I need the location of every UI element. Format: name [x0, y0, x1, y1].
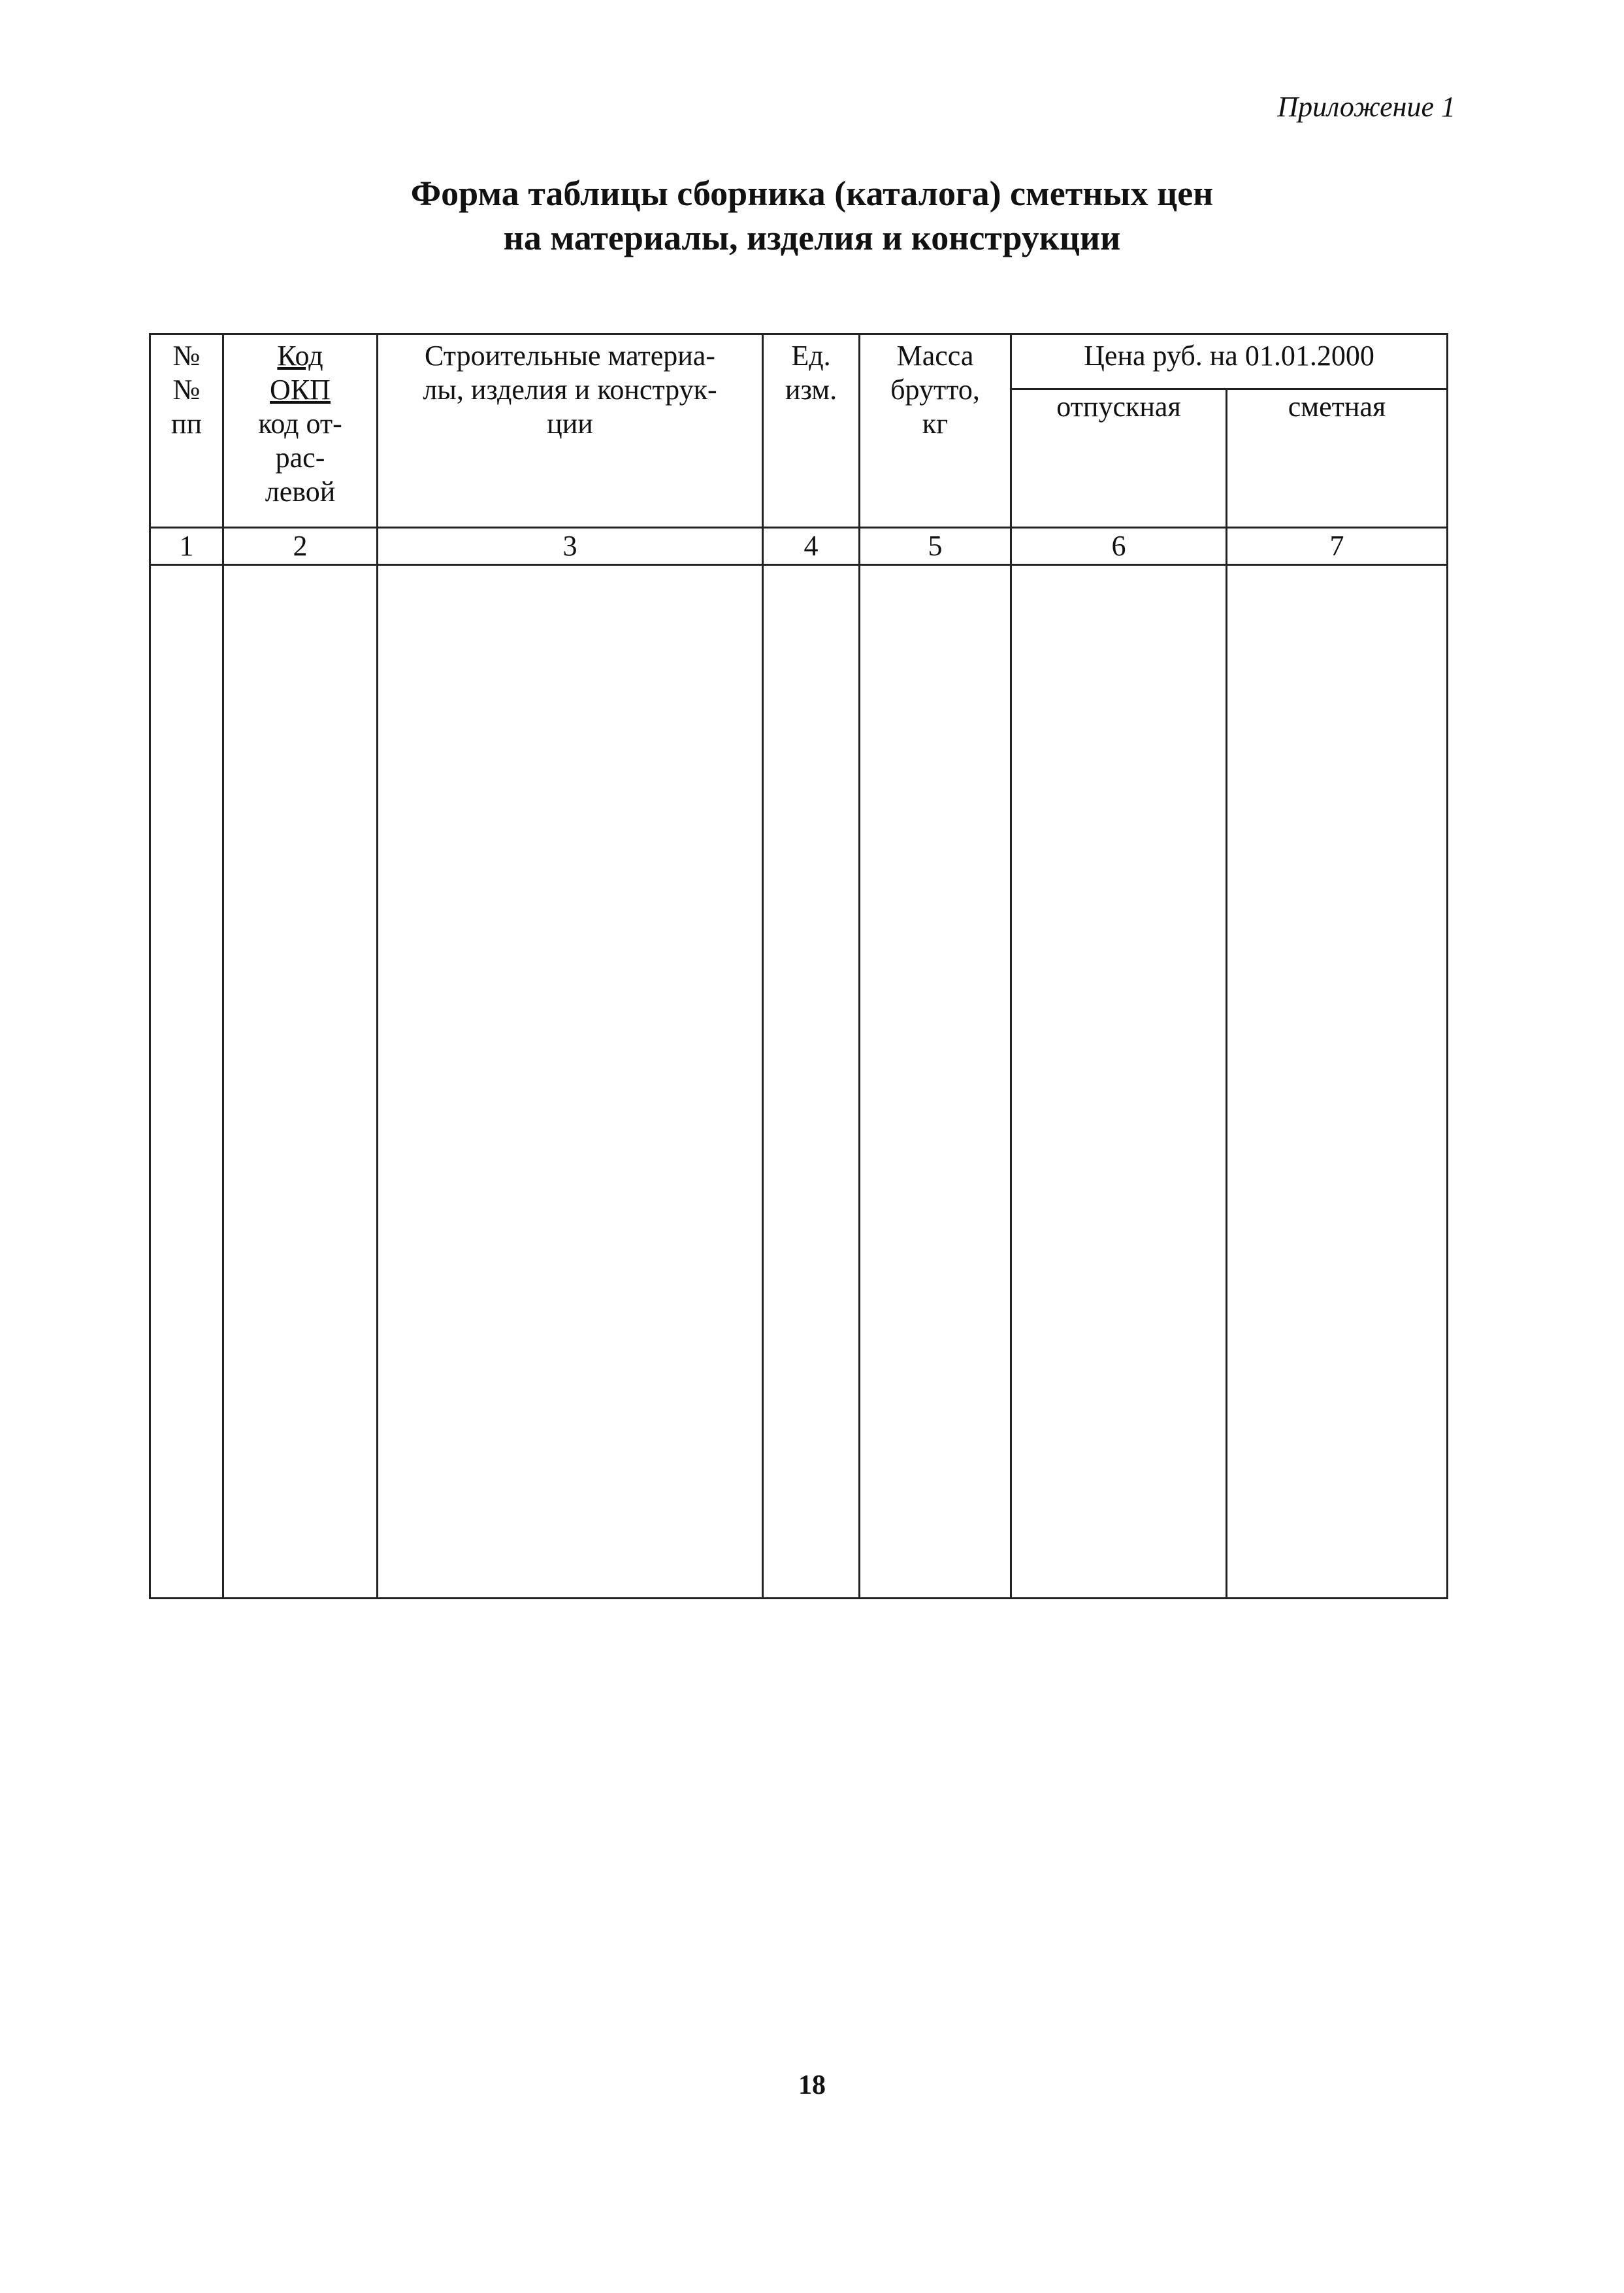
document-title: [0, 171, 1624, 260]
table-cell: [860, 565, 1011, 1599]
column-number: 6: [1011, 528, 1227, 565]
header-gross-mass: Масса брутто, кг: [860, 334, 1011, 528]
header-price-group: Цена руб. на 01.01.2000: [1011, 334, 1448, 389]
table-cell: [150, 565, 223, 1599]
column-number: 5: [860, 528, 1011, 565]
column-number: 3: [378, 528, 763, 565]
table-cell: [223, 565, 378, 1599]
header-okp-code: Код ОКП код от- рас- левой: [223, 334, 378, 528]
table-cell: [1227, 565, 1448, 1599]
table-cell: [1011, 565, 1227, 1599]
column-number: 7: [1227, 528, 1448, 565]
header-materials: Строительные материа- лы, изделия и конструк- ции: [378, 334, 763, 528]
column-number: 2: [223, 528, 378, 565]
table-cell: [763, 565, 860, 1599]
page-number: 18: [798, 2070, 826, 2100]
column-number: 1: [150, 528, 223, 565]
header-estimate-price: сметная: [1227, 389, 1448, 528]
header-unit: Ед. изм.: [763, 334, 860, 528]
appendix-label: Приложение 1: [1277, 91, 1455, 123]
header-row-number: № № пп: [150, 334, 223, 528]
column-number: 4: [763, 528, 860, 565]
table-cell: [378, 565, 763, 1599]
price-catalog-table: [149, 333, 1448, 1599]
title-line-2: на материалы, изделия и конструкции: [503, 218, 1121, 257]
table-body-row: [150, 565, 1448, 1599]
title-line-1: Форма таблицы сборника (каталога) сметных цен: [410, 174, 1214, 213]
header-release-price: отпускная: [1011, 389, 1227, 528]
